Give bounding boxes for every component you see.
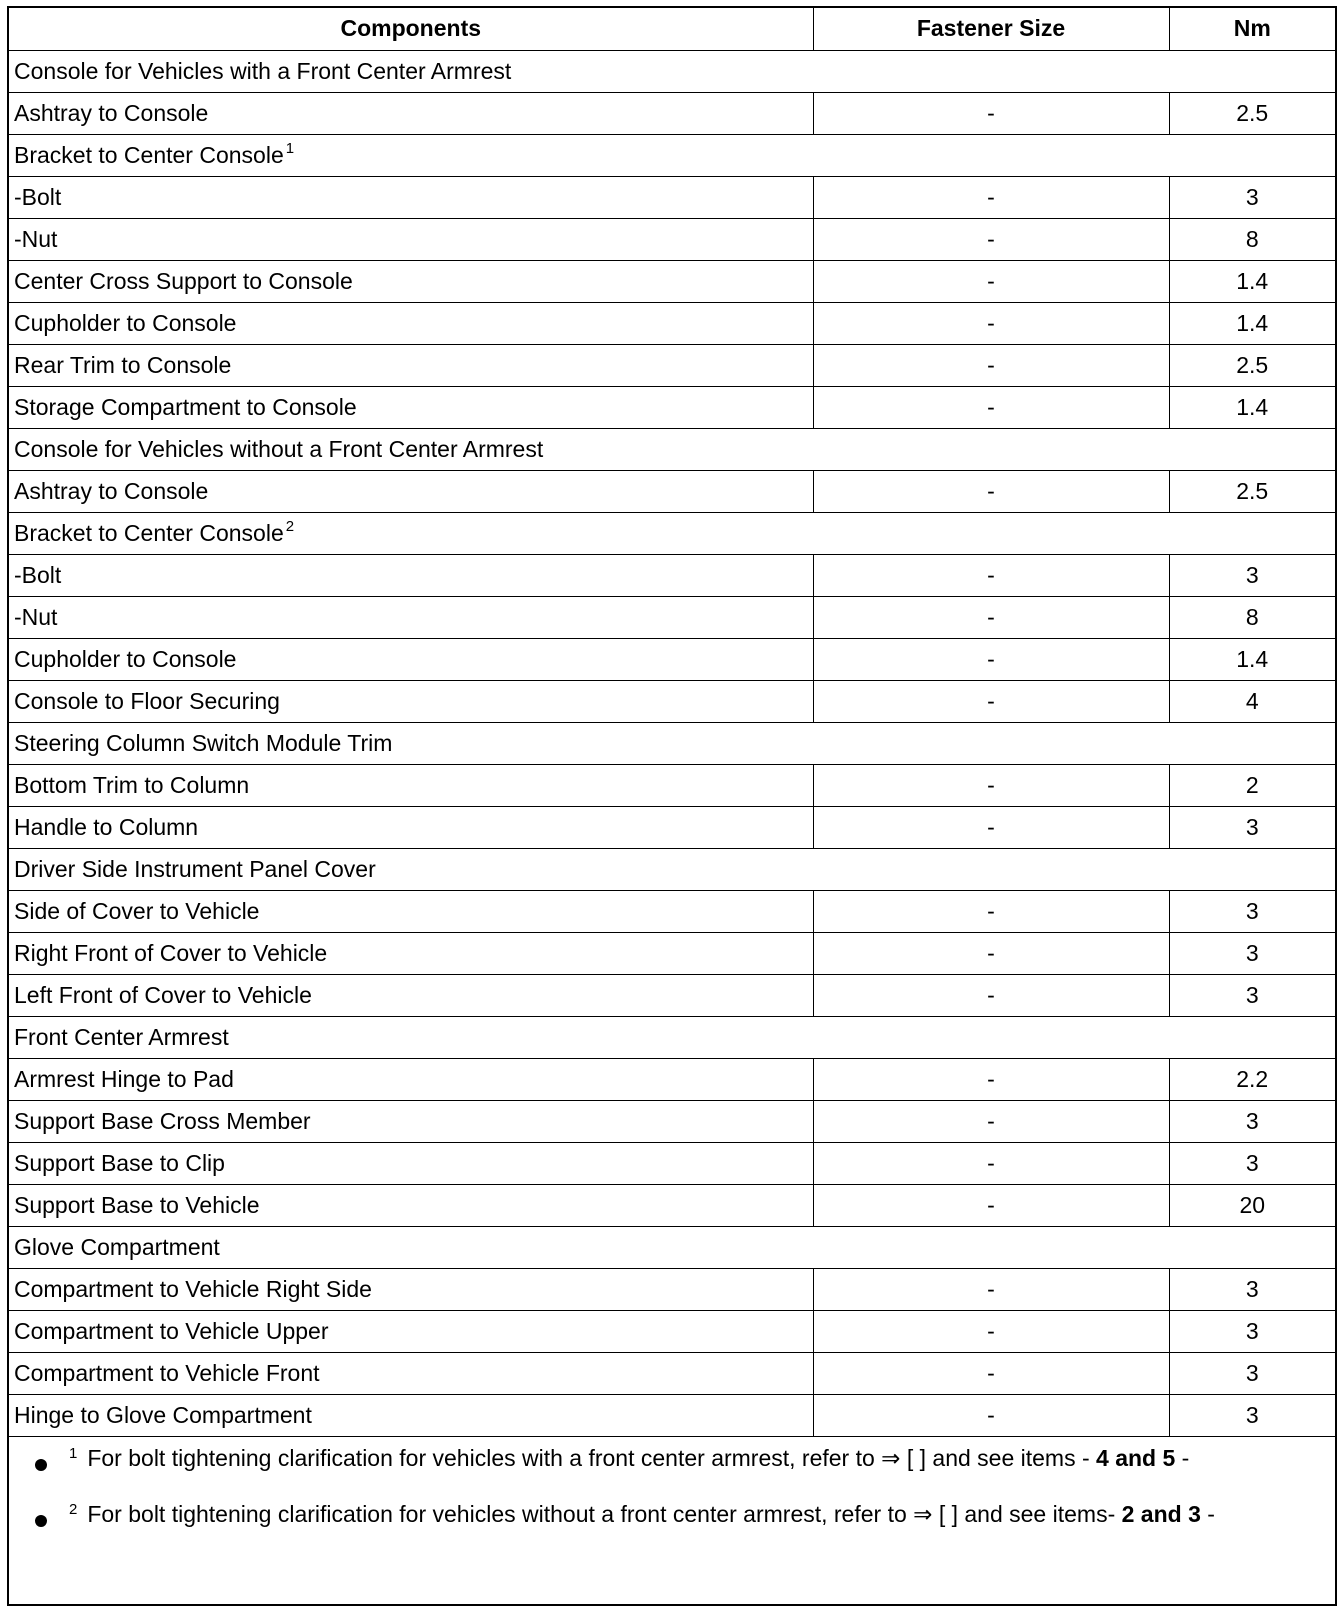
- component-cell: Side of Cover to Vehicle: [9, 890, 813, 932]
- torque-nm-cell: 3: [1169, 1352, 1335, 1394]
- section-label: [9, 1016, 1335, 1058]
- footnote-items: 2 and 3: [1121, 1500, 1201, 1527]
- footnote-items: 4 and 5: [1096, 1444, 1176, 1471]
- table-header-row: [9, 8, 1335, 50]
- section-row: [9, 848, 1335, 890]
- table-row: [9, 890, 1335, 932]
- torque-spec-table: [9, 8, 1335, 1437]
- section-row: [9, 1016, 1335, 1058]
- table-row: [9, 1268, 1335, 1310]
- torque-nm-cell: 3: [1169, 974, 1335, 1016]
- component-cell: Rear Trim to Console: [9, 344, 813, 386]
- table-row: [9, 596, 1335, 638]
- footnote-item: [35, 1445, 1335, 1501]
- fastener-size-cell: -: [813, 974, 1169, 1016]
- table-row: [9, 1142, 1335, 1184]
- torque-nm-cell: 3: [1169, 932, 1335, 974]
- footnote-tail: -: [1200, 1500, 1215, 1527]
- header-nm: Nm: [1169, 8, 1335, 50]
- table-row: [9, 932, 1335, 974]
- footnote-content: [69, 1445, 1189, 1472]
- fastener-size-cell: -: [813, 890, 1169, 932]
- table-row: [9, 386, 1335, 428]
- torque-nm-cell: 8: [1169, 596, 1335, 638]
- section-label-text: Bracket to Center Console: [14, 141, 284, 168]
- table-row: [9, 470, 1335, 512]
- section-label-text: Bracket to Center Console: [14, 519, 284, 546]
- fastener-size-cell: -: [813, 302, 1169, 344]
- fastener-size-cell: -: [813, 1058, 1169, 1100]
- component-cell: -Nut: [9, 218, 813, 260]
- torque-nm-cell: 2.5: [1169, 344, 1335, 386]
- footnote-ref: 1: [285, 139, 295, 157]
- fastener-size-cell: -: [813, 1100, 1169, 1142]
- component-cell: Ashtray to Console: [9, 470, 813, 512]
- section-label-text: Driver Side Instrument Panel Cover: [14, 855, 376, 882]
- fastener-size-cell: -: [813, 806, 1169, 848]
- torque-nm-cell: 2.2: [1169, 1058, 1335, 1100]
- torque-nm-cell: 3: [1169, 176, 1335, 218]
- table-row: [9, 1310, 1335, 1352]
- component-cell: Handle to Column: [9, 806, 813, 848]
- header-components: Components: [9, 8, 813, 50]
- table-row: [9, 974, 1335, 1016]
- fastener-size-cell: -: [813, 344, 1169, 386]
- torque-nm-cell: 2: [1169, 764, 1335, 806]
- component-cell: Compartment to Vehicle Upper: [9, 1310, 813, 1352]
- fastener-size-cell: -: [813, 1268, 1169, 1310]
- fastener-size-cell: -: [813, 554, 1169, 596]
- header-fastener-size: Fastener Size: [813, 8, 1169, 50]
- table-row: [9, 1184, 1335, 1226]
- footnote-content: [69, 1501, 1215, 1528]
- table-row: [9, 764, 1335, 806]
- fastener-size-cell: -: [813, 596, 1169, 638]
- fastener-size-cell: -: [813, 1394, 1169, 1436]
- fastener-size-cell: -: [813, 386, 1169, 428]
- section-label-text: Console for Vehicles without a Front Center Armrest: [14, 435, 544, 462]
- torque-nm-cell: 3: [1169, 806, 1335, 848]
- footnotes: [9, 1437, 1335, 1557]
- bullet-icon: [35, 1515, 47, 1527]
- section-label-text: Front Center Armrest: [14, 1023, 229, 1050]
- table-row: [9, 344, 1335, 386]
- component-cell: Cupholder to Console: [9, 302, 813, 344]
- torque-nm-cell: 3: [1169, 890, 1335, 932]
- section-row: [9, 134, 1335, 176]
- component-cell: Left Front of Cover to Vehicle: [9, 974, 813, 1016]
- section-label: [9, 848, 1335, 890]
- fastener-size-cell: -: [813, 1184, 1169, 1226]
- component-cell: Armrest Hinge to Pad: [9, 1058, 813, 1100]
- component-cell: Support Base to Clip: [9, 1142, 813, 1184]
- section-label-text: Glove Compartment: [14, 1233, 220, 1260]
- section-label: [9, 722, 1335, 764]
- component-cell: Compartment to Vehicle Right Side: [9, 1268, 813, 1310]
- footnote-number: 1: [69, 1444, 78, 1462]
- torque-nm-cell: 8: [1169, 218, 1335, 260]
- fastener-size-cell: -: [813, 470, 1169, 512]
- section-label: [9, 134, 1335, 176]
- component-cell: Ashtray to Console: [9, 92, 813, 134]
- section-label: [9, 512, 1335, 554]
- section-row: [9, 722, 1335, 764]
- component-cell: Cupholder to Console: [9, 638, 813, 680]
- fastener-size-cell: -: [813, 764, 1169, 806]
- torque-nm-cell: 20: [1169, 1184, 1335, 1226]
- section-row: [9, 512, 1335, 554]
- table-row: [9, 554, 1335, 596]
- fastener-size-cell: -: [813, 1310, 1169, 1352]
- torque-nm-cell: 1.4: [1169, 638, 1335, 680]
- table-row: [9, 260, 1335, 302]
- table-row: [9, 1100, 1335, 1142]
- table-row: [9, 1352, 1335, 1394]
- footnote-tail: -: [1175, 1444, 1190, 1471]
- component-cell: Support Base Cross Member: [9, 1100, 813, 1142]
- footnote-item: [35, 1501, 1335, 1557]
- component-cell: Console to Floor Securing: [9, 680, 813, 722]
- section-row: [9, 428, 1335, 470]
- section-label-text: Steering Column Switch Module Trim: [14, 729, 393, 756]
- fastener-size-cell: -: [813, 218, 1169, 260]
- footnote-ref: 2: [285, 517, 295, 535]
- component-cell: Support Base to Vehicle: [9, 1184, 813, 1226]
- section-row: [9, 1226, 1335, 1268]
- footnote-number: 2: [69, 1500, 78, 1518]
- table-row: [9, 806, 1335, 848]
- table-row: [9, 92, 1335, 134]
- component-cell: -Nut: [9, 596, 813, 638]
- torque-nm-cell: 3: [1169, 1142, 1335, 1184]
- table-body: [9, 50, 1335, 1436]
- table-row: [9, 1394, 1335, 1436]
- fastener-size-cell: -: [813, 680, 1169, 722]
- torque-nm-cell: 2.5: [1169, 470, 1335, 512]
- fastener-size-cell: -: [813, 638, 1169, 680]
- footnote-text: For bolt tightening clarification for vehicles without a front center armrest, refer to ⇒ [ ] and see items-: [87, 1500, 1122, 1527]
- torque-nm-cell: 2.5: [1169, 92, 1335, 134]
- torque-nm-cell: 3: [1169, 1394, 1335, 1436]
- component-cell: -Bolt: [9, 176, 813, 218]
- component-cell: Center Cross Support to Console: [9, 260, 813, 302]
- fastener-size-cell: -: [813, 1352, 1169, 1394]
- torque-nm-cell: 3: [1169, 1100, 1335, 1142]
- fastener-size-cell: -: [813, 260, 1169, 302]
- table-row: [9, 638, 1335, 680]
- component-cell: Right Front of Cover to Vehicle: [9, 932, 813, 974]
- torque-nm-cell: 3: [1169, 1310, 1335, 1352]
- table-row: [9, 176, 1335, 218]
- fastener-size-cell: -: [813, 92, 1169, 134]
- torque-nm-cell: 3: [1169, 554, 1335, 596]
- footnote-text: For bolt tightening clarification for vehicles with a front center armrest, refer to ⇒ [ ] and see items -: [87, 1444, 1097, 1471]
- fastener-size-cell: -: [813, 1142, 1169, 1184]
- table-row: [9, 680, 1335, 722]
- table-row: [9, 302, 1335, 344]
- section-label-text: Console for Vehicles with a Front Center Armrest: [14, 57, 512, 84]
- fastener-size-cell: -: [813, 176, 1169, 218]
- section-row: [9, 50, 1335, 92]
- table-row: [9, 1058, 1335, 1100]
- torque-spec-document: [7, 6, 1337, 1606]
- component-cell: Hinge to Glove Compartment: [9, 1394, 813, 1436]
- component-cell: Bottom Trim to Column: [9, 764, 813, 806]
- section-label: [9, 50, 1335, 92]
- section-label: [9, 1226, 1335, 1268]
- component-cell: Storage Compartment to Console: [9, 386, 813, 428]
- fastener-size-cell: -: [813, 932, 1169, 974]
- torque-nm-cell: 1.4: [1169, 302, 1335, 344]
- component-cell: Compartment to Vehicle Front: [9, 1352, 813, 1394]
- torque-nm-cell: 4: [1169, 680, 1335, 722]
- table-row: [9, 218, 1335, 260]
- bullet-icon: [35, 1459, 47, 1471]
- section-label: [9, 428, 1335, 470]
- component-cell: -Bolt: [9, 554, 813, 596]
- torque-nm-cell: 1.4: [1169, 260, 1335, 302]
- torque-nm-cell: 1.4: [1169, 386, 1335, 428]
- torque-nm-cell: 3: [1169, 1268, 1335, 1310]
